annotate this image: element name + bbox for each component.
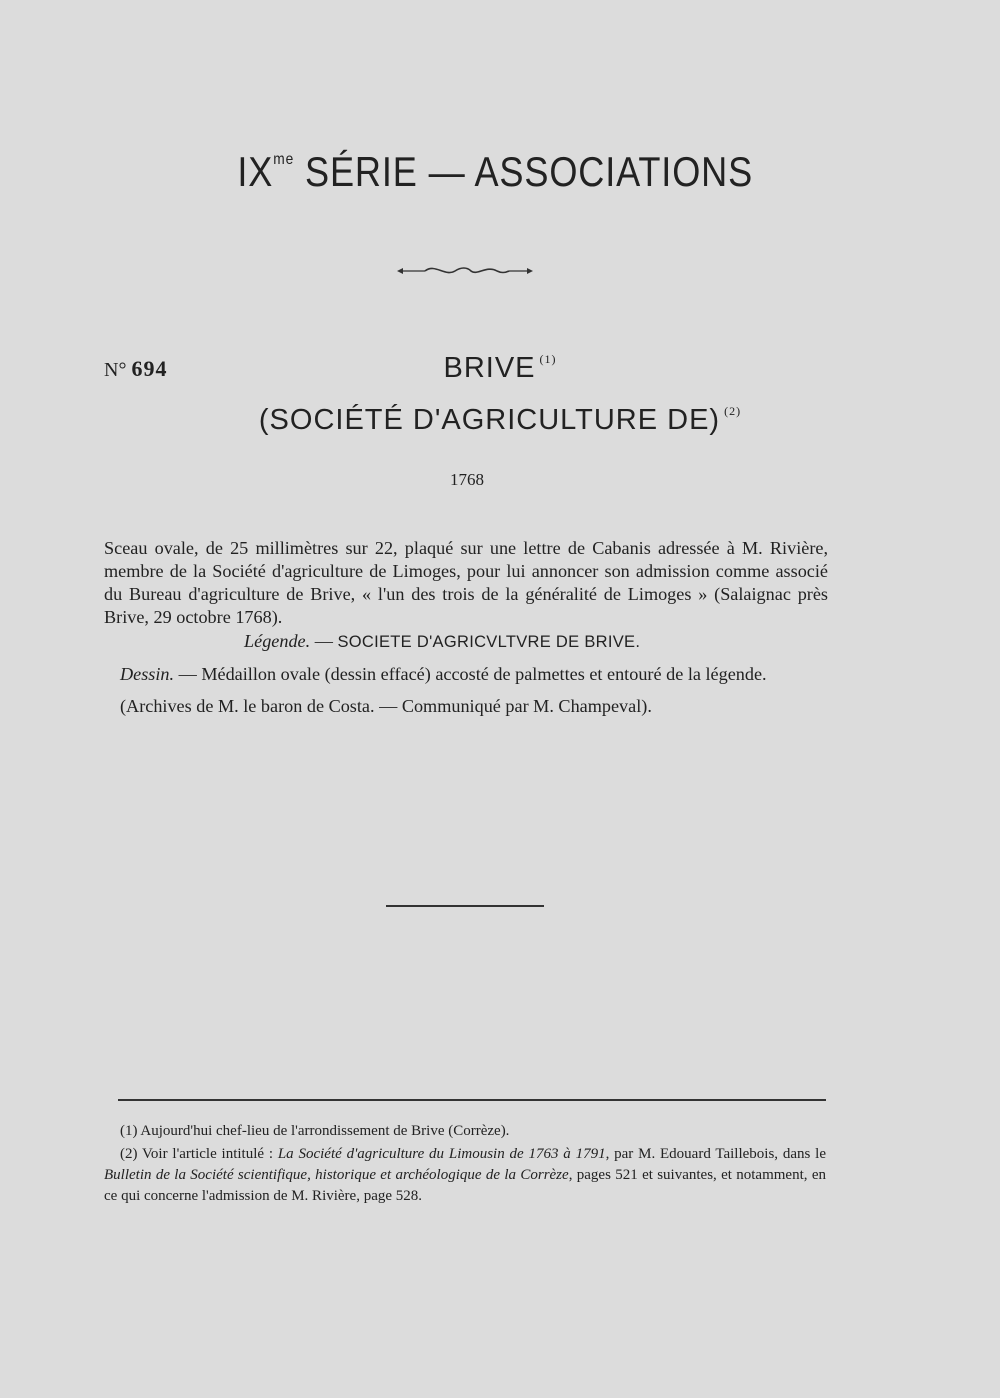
society-name: (SOCIÉTÉ D'AGRICULTURE DE) bbox=[258, 404, 721, 436]
footnote-1: (1) Aujourd'hui chef-lieu de l'arrondissement de Brive (Corrèze). bbox=[120, 1123, 510, 1139]
city-name: BRIVE bbox=[443, 352, 536, 384]
city-footnote-ref[interactable]: (1) bbox=[539, 352, 557, 366]
series-suffix: me bbox=[273, 151, 295, 168]
legend-line bbox=[244, 631, 640, 652]
drawing-label: Dessin. bbox=[120, 664, 175, 684]
footnote-2-end: , pages 521 et suivantes, et notamment, en ce qui concerne l'admission de M. Rivière, page 528. bbox=[104, 1167, 826, 1204]
society-footnote-ref[interactable]: (2) bbox=[724, 404, 742, 418]
legend-label: Légende. bbox=[244, 631, 311, 651]
archives-source: (Archives de M. le baron de Costa. — Communiqué par M. Champeval). bbox=[120, 696, 652, 716]
entry-city bbox=[0, 352, 1000, 385]
legend-value: SOCIETE D'AGRICVLTVRE DE BRIVE. bbox=[337, 633, 641, 651]
section-divider bbox=[386, 905, 544, 907]
footnote-2 bbox=[104, 1144, 826, 1207]
footnote-2-title-2: Bulletin de la Société scientifique, historique et archéologique de la Corrèze bbox=[104, 1167, 569, 1183]
series-title bbox=[65, 148, 925, 196]
series-rest: SÉRIE — ASSOCIATIONS bbox=[304, 148, 754, 195]
ornament-divider-icon bbox=[395, 264, 535, 278]
entry-society bbox=[0, 404, 1000, 437]
drawing-line bbox=[120, 664, 767, 685]
footnote-divider bbox=[118, 1099, 826, 1101]
series-roman: IX bbox=[237, 148, 274, 195]
footnote-2-mid: , par M. Edouard Taillebois, dans le bbox=[605, 1146, 826, 1162]
footnotes bbox=[104, 1121, 826, 1207]
legend-dash: — bbox=[310, 631, 338, 651]
entry-number-value: 694 bbox=[131, 356, 168, 381]
entry-year: 1768 bbox=[450, 470, 484, 489]
drawing-value: Médaillon ovale (dessin effacé) accosté de palmettes et entouré de la légende. bbox=[201, 664, 767, 684]
seal-description: Sceau ovale, de 25 millimètres sur 22, plaqué sur une lettre de Cabanis adressée à M. Rivière, membre de la Société d'agriculture de Limoges, pour lui annoncer son admission comme associé du Bureau d'agriculture de Brive, « l'un des trois de la généralité de Limoges » (Salaignac près Brive, 29 octobre 1768). bbox=[104, 538, 828, 627]
footnote-2-title-1: La Société d'agriculture du Limousin de 1763 à 1791 bbox=[277, 1146, 606, 1162]
entry-number-prefix: N° bbox=[104, 359, 127, 381]
footnote-2-start: (2) Voir l'article intitulé : bbox=[120, 1146, 278, 1162]
drawing-dash: — bbox=[174, 664, 202, 684]
